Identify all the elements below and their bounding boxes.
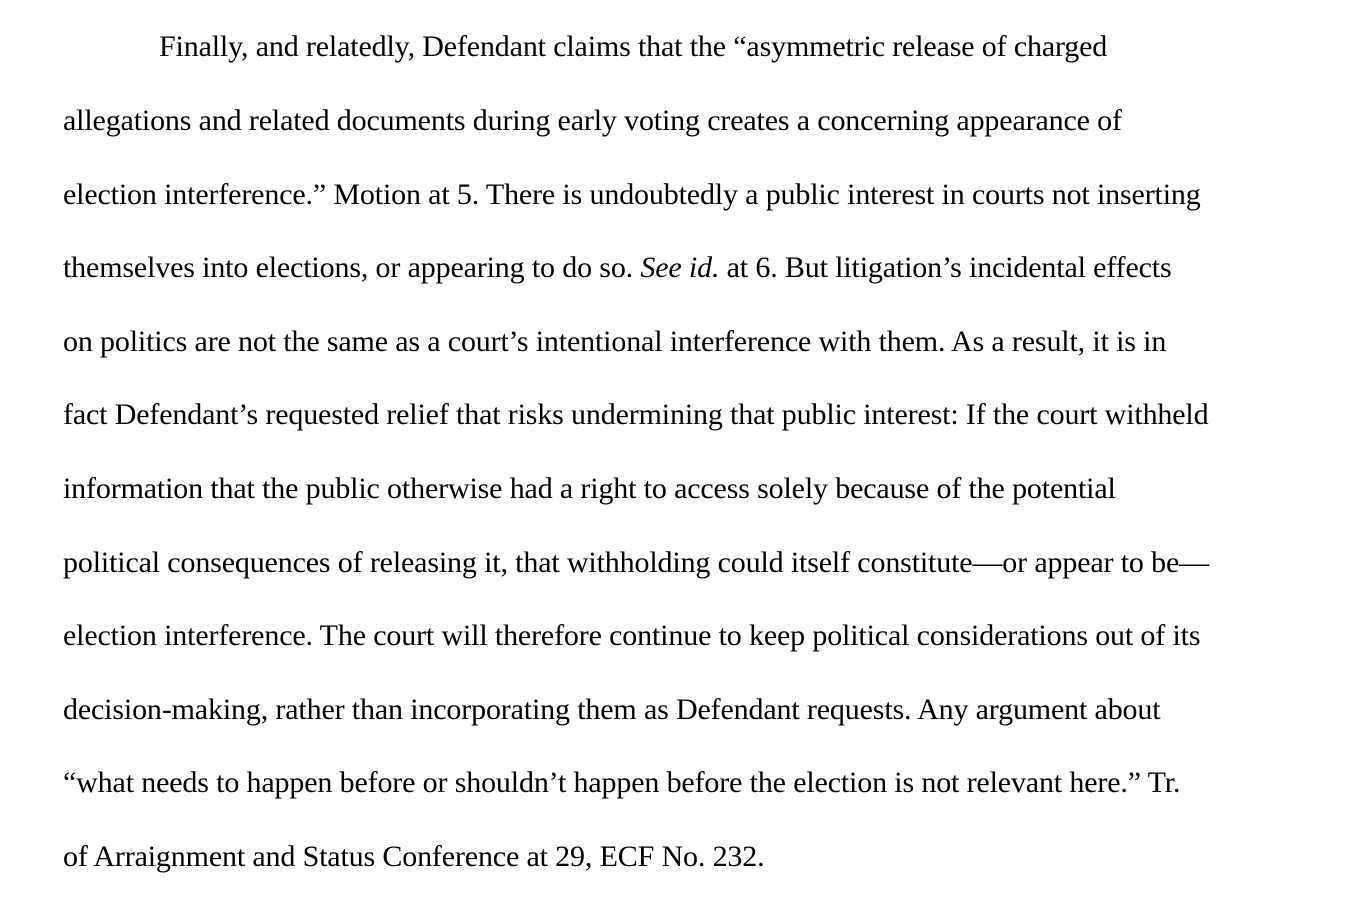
line-text: decision-making, rather than incorporating them as Defendant requests. Any argument about xyxy=(63,693,1161,726)
line-text: themselves into elections, or appearing to do so. xyxy=(63,251,641,284)
line-text: election interference. The court will therefore continue to keep political considerations out of its xyxy=(63,619,1201,652)
paragraph-line-6 xyxy=(63,400,1208,430)
paragraph-line-8 xyxy=(63,548,1209,578)
paragraph-line-10 xyxy=(63,695,1160,725)
line-text: Finally, and relatedly, Defendant claims that the “asymmetric release of charged xyxy=(159,30,1108,63)
paragraph-line-4 xyxy=(63,253,1172,283)
line-text: on politics are not the same as a court’s intentional interference with them. As a result, it is in xyxy=(63,325,1167,358)
paragraph-line-11 xyxy=(63,768,1180,798)
line-text: fact Defendant’s requested relief that risks undermining that public interest: If the court withheld xyxy=(63,398,1209,431)
paragraph-line-9 xyxy=(63,621,1200,651)
line-text: information that the public otherwise had a right to access solely because of the potential xyxy=(63,472,1116,505)
paragraph-line-2 xyxy=(63,106,1122,136)
line-text: allegations and related documents during early voting creates a concerning appearance of xyxy=(63,104,1122,137)
citation-see-id: See id. xyxy=(640,251,720,284)
line-text: of Arraignment and Status Conference at 29, ECF No. 232. xyxy=(63,840,765,873)
paragraph-line-3 xyxy=(63,180,1201,210)
line-text: at 6. But litigation’s incidental effects xyxy=(719,251,1172,284)
line-text: political consequences of releasing it, that withholding could itself constitute—or appear to be— xyxy=(63,546,1209,579)
line-text: “what needs to happen before or shouldn’t happen before the election is not relevant here.” Tr. xyxy=(63,766,1181,799)
line-text: election interference.” Motion at 5. There is undoubtedly a public interest in courts not inserting xyxy=(63,178,1201,211)
paragraph-line-7 xyxy=(63,474,1116,504)
paragraph-line-5 xyxy=(63,327,1166,357)
paragraph-line-1 xyxy=(159,32,1107,62)
paragraph-line-12 xyxy=(63,842,764,872)
